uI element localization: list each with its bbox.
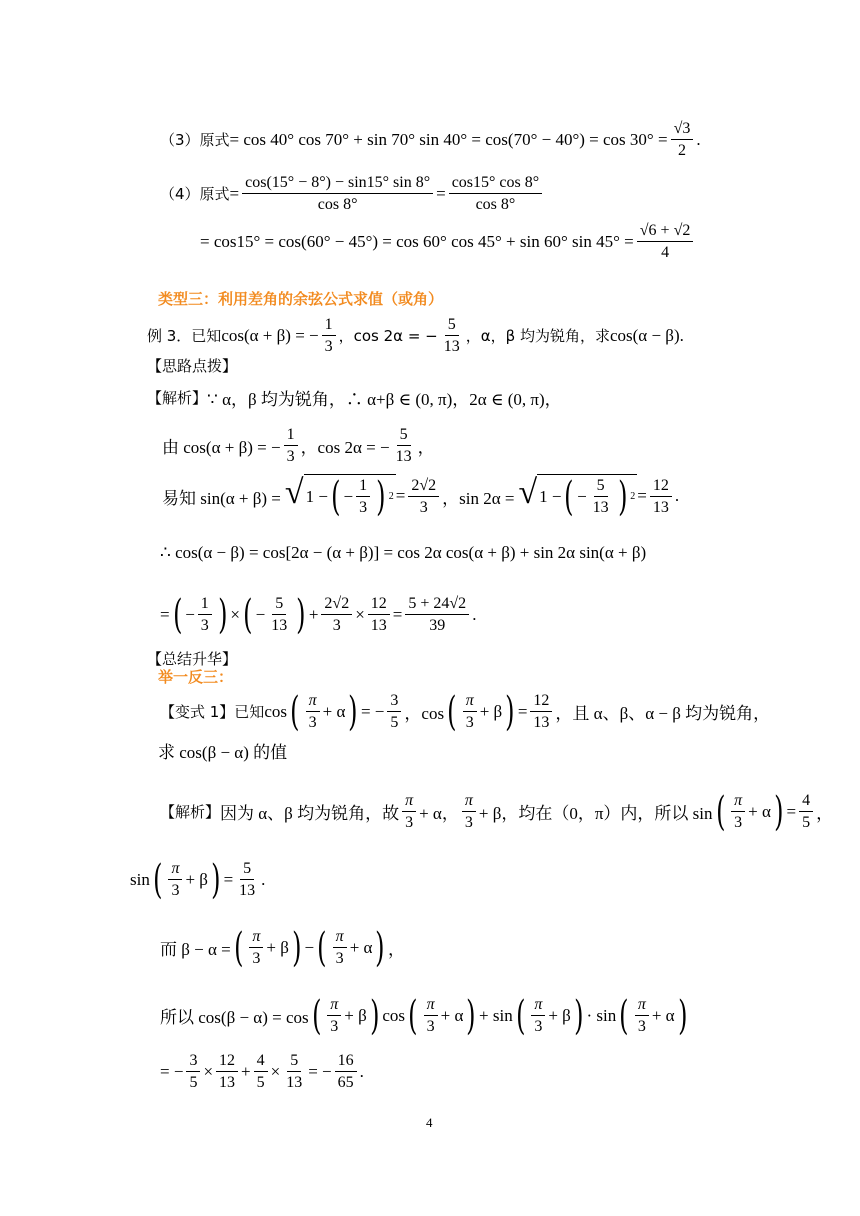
example-3: 例 3．已知 cos(α + β) = − $\frac{1}{3}$ ，cos 2α = − $\frac{5}{13}$ ，α，β 均为锐角，求 cos(α − β) . bbox=[147, 316, 684, 355]
solution-line-3: 易知 sin(α + β) = √ 1 − ( − $\frac{1}{3}$ ) 2 = $\frac{2√2}{3}$ ，sin 2α = √ 1 − ( − $\frac{5}{13}$ ) 2 = $\frac{12}{13}$ . bbox=[162, 473, 680, 520]
fraction: $\frac{√6 + √2}{4}$ bbox=[637, 220, 694, 263]
equation-4b: = cos15° = cos(60° − 45°) = cos 60° cos 45° + sin 60° sin 45° = $\frac{√6 + √2}{4}$ bbox=[200, 220, 696, 263]
answer-line-1: 【解析】 因为 α、β 均为锐角，故 $\frac{\pi}{3}$ + α， $\frac{\pi}{3}$ + β，均在（0，π）内，所以 sin ( $\frac{\pi}{3}$ + α ) = $\frac{4}{5}$ ， bbox=[160, 788, 834, 835]
solution-line-1: 【解析】 ∵ α，β 均为锐角，∴ α+β ∈ (0, π)，2α ∈ (0, π)， bbox=[147, 389, 562, 409]
solution-line-5: = ( − $\frac{1}{3}$ ) × ( − $\frac{5}{13}$ ) + $\frac{2√2}{3}$ × $\frac{12}{13}$ = $\frac{5 + 24√2}{39}$ . bbox=[160, 591, 477, 638]
section-heading: 类型三：利用差角的余弦公式求值（或角） bbox=[158, 290, 444, 308]
label: （3）原式 bbox=[160, 131, 230, 149]
expr: = cos 40° cos 70° + sin 70° sin 40° = cos(70° − 40°) = cos 30° = bbox=[229, 129, 668, 149]
fraction: $\frac{\cos(15^\circ - 8^\circ) - \sin 15^\circ \sin 8^\circ}{\cos 8^\circ}$ bbox=[242, 172, 433, 215]
solution-line-2: 由 cos(α + β) = − $\frac{1}{3}$ ，cos 2α = − $\frac{5}{13}$ ， bbox=[162, 426, 435, 465]
answer-line-2: sin ( $\frac{\pi}{3}$ + β ) = $\frac{5}{13}$ . bbox=[130, 856, 266, 903]
tip-label: 【思路点拨】 bbox=[147, 357, 238, 375]
answer-line-5: = − $\frac{3}{5}$ × $\frac{12}{13}$ + $\frac{4}{5}$ × $\frac{5}{13}$ = − $\frac{16}{65}$ . bbox=[160, 1052, 364, 1091]
equation-4: （4）原式 = $\frac{\cos(15^\circ - 8^\circ) - \sin 15^\circ \sin 8^\circ}{\cos 8^\circ}$ = $\frac{\cos 15^\circ \cos 8^\circ}{\cos 8^\circ}$ bbox=[160, 172, 545, 215]
fraction: $\frac{√3}{2}$ bbox=[671, 118, 694, 161]
answer-line-4: 所以 cos(β − α) = cos ( $\frac{\pi}{3}$ + β ) cos ( $\frac{\pi}{3}$ + α ) + sin ( $\frac{\pi}{3}$ + β ) · sin ( $\frac{\pi}{3}$ + α ) bbox=[160, 992, 688, 1039]
variant-1: 【变式 1】已知 cos ( $\frac{\pi}{3}$ + α ) = − $\frac{3}{5}$ ，cos ( $\frac{\pi}{3}$ + β ) = $\frac{12}{13}$ ，且 α、β、α − β 均为锐角， bbox=[160, 688, 771, 735]
variant-1-question: 求 cos(β − α) 的值 bbox=[158, 743, 288, 762]
label: （4）原式 bbox=[160, 185, 230, 203]
solution-line-4: ∴ cos(α − β) = cos[2α − (α + β)] = cos 2α cos(α + β) + sin 2α sin(α + β) bbox=[160, 543, 647, 562]
equation-3: （3）原式 = cos 40° cos 70° + sin 70° sin 40° = cos(70° − 40°) = cos 30° = $\frac{√3}{2}$ . bbox=[160, 120, 701, 159]
page-number: 4 bbox=[426, 1115, 433, 1130]
variant-heading: 举一反三： bbox=[158, 668, 234, 686]
answer-line-3: 而 β − α = ( $\frac{\pi}{3}$ + β ) − ( $\frac{\pi}{3}$ + α ) ， bbox=[160, 924, 406, 971]
fraction: $\frac{\cos 15^\circ \cos 8^\circ}{\cos 8^\circ}$ bbox=[449, 172, 542, 215]
summary-label: 【总结升华】 bbox=[147, 650, 238, 668]
